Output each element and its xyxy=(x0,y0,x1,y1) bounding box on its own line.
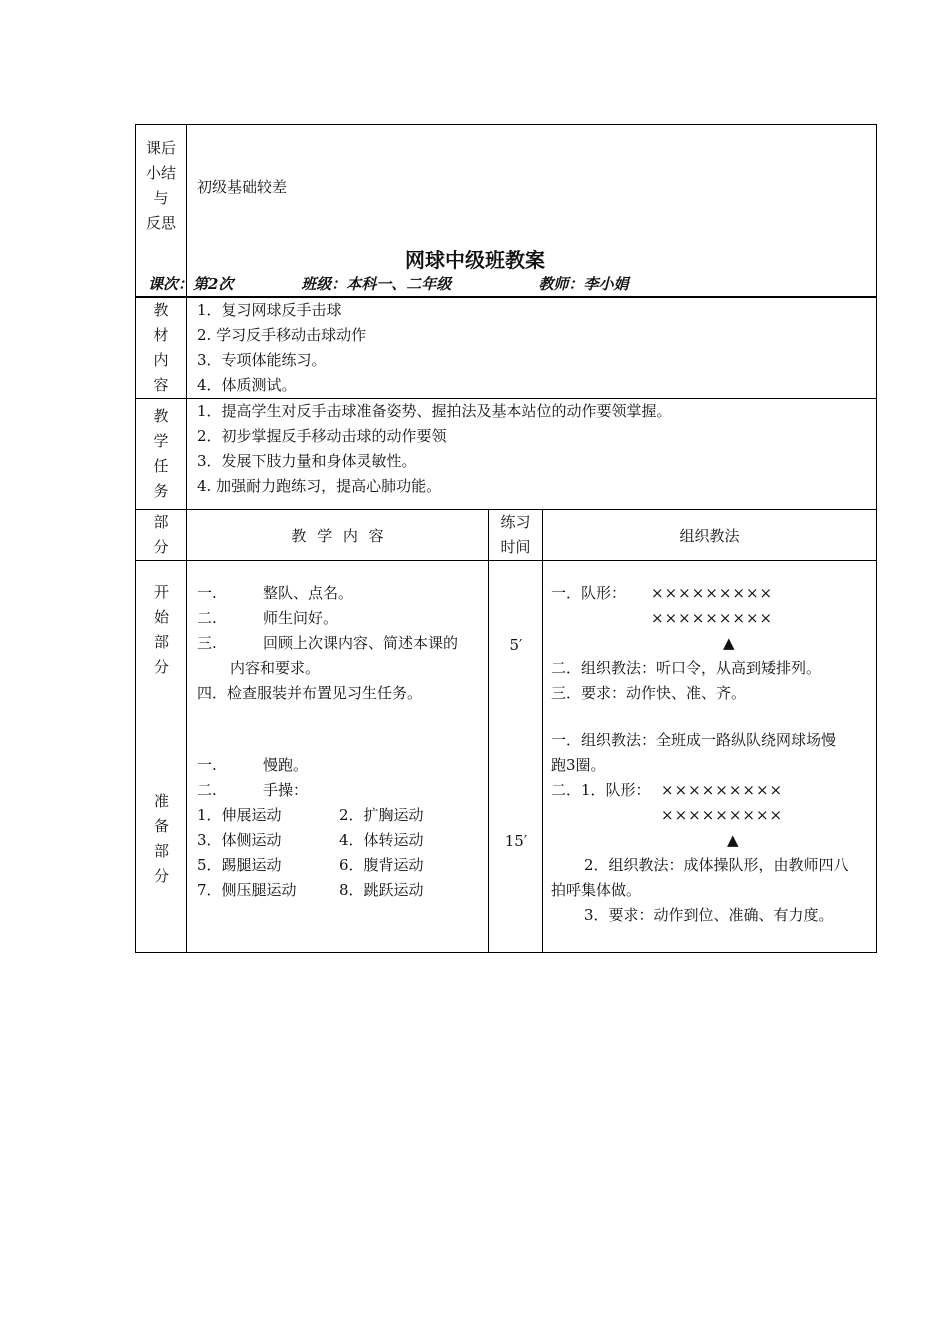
lesson-number: 课次：第2次 xyxy=(148,275,234,293)
teacher-info: 教师：李小娟 xyxy=(538,275,629,293)
content-items xyxy=(187,298,877,399)
header-method: 组织教法 xyxy=(543,510,877,561)
teacher-marker-icon: ▲ xyxy=(723,634,735,652)
start-label: 开 始 部 分 xyxy=(153,583,169,676)
tasks-label: 教 学 任 务 xyxy=(136,399,187,510)
prep-method: 一．组织教法：全班成一路纵队绕网球场慢 跑3圈。 二．1．队形： ××××××××× ××××××××× ▲ 2．组织教法：成体操队形，由教师四八 拍呼集体做。 3．要求：动作到位、准确、有力度。 xyxy=(551,731,849,924)
list-item: 2．初步掌握反手移动击球的动作要领 xyxy=(197,427,447,445)
content-label: 教 材 内 容 xyxy=(136,298,187,399)
formation-row: ××××××××× xyxy=(661,806,784,824)
formation-row: ××××××××× xyxy=(651,584,774,602)
formation-row: ××××××××× xyxy=(661,781,784,799)
prep-time: 15′ xyxy=(504,832,528,850)
list-item: 4．体质测试。 xyxy=(197,376,297,394)
start-method: 一．队形： ××××××××× ××××××××× ▲ 二．组织教法：听口令，从高到矮排列。 三．要求：动作快、准、齐。 xyxy=(551,584,822,702)
page-title: 网球中级班教案 xyxy=(405,248,545,272)
teacher-marker-icon: ▲ xyxy=(727,831,739,849)
formation-row: ××××××××× xyxy=(651,609,774,627)
list-item: 4. 加强耐力跑练习，提高心肺功能。 xyxy=(197,477,442,495)
header-part: 部 分 xyxy=(136,510,187,561)
list-item: 3．发展下肢力量和身体灵敏性。 xyxy=(197,452,417,470)
start-content: 一. 整队、点名。 二. 师生问好。 三. 回顾上次课内容、简述本课的 内容和要求。 四．检查服装并布置见习生任务。 xyxy=(197,584,459,702)
tasks-items xyxy=(187,399,877,510)
header-time: 练习 时间 xyxy=(489,510,543,561)
summary-text: 初级基础较差 xyxy=(197,178,288,196)
start-time: 5′ xyxy=(509,636,523,654)
class-info: 班级：本科一、二年级 xyxy=(301,275,452,293)
prep-label: 准 备 部 分 xyxy=(153,792,169,885)
part-time xyxy=(489,561,543,953)
part-labels xyxy=(136,561,187,953)
part-content xyxy=(187,561,489,953)
part-method xyxy=(543,561,877,953)
list-item: 1．提高学生对反手击球准备姿势、握拍法及基本站位的动作要领掌握。 xyxy=(197,402,672,420)
list-item: 3．专项体能练习。 xyxy=(197,351,327,369)
list-item: 2. 学习反手移动击球动作 xyxy=(197,326,367,344)
header-content: 教 学 内 容 xyxy=(187,510,489,561)
summary-label: 课后 小结 与 反思 xyxy=(136,125,187,297)
prep-content: 一. 慢跑。 二. 手操： 1．伸展运动 2．扩胸运动 3．体侧运动 4．体转运动 5．踢腿运动 6．腹背运动 7．侧压腿运动 8．跳跃运动 xyxy=(197,756,424,899)
list-item: 1．复习网球反手击球 xyxy=(197,301,342,319)
lesson-table xyxy=(135,297,877,953)
lesson-meta xyxy=(148,273,868,295)
